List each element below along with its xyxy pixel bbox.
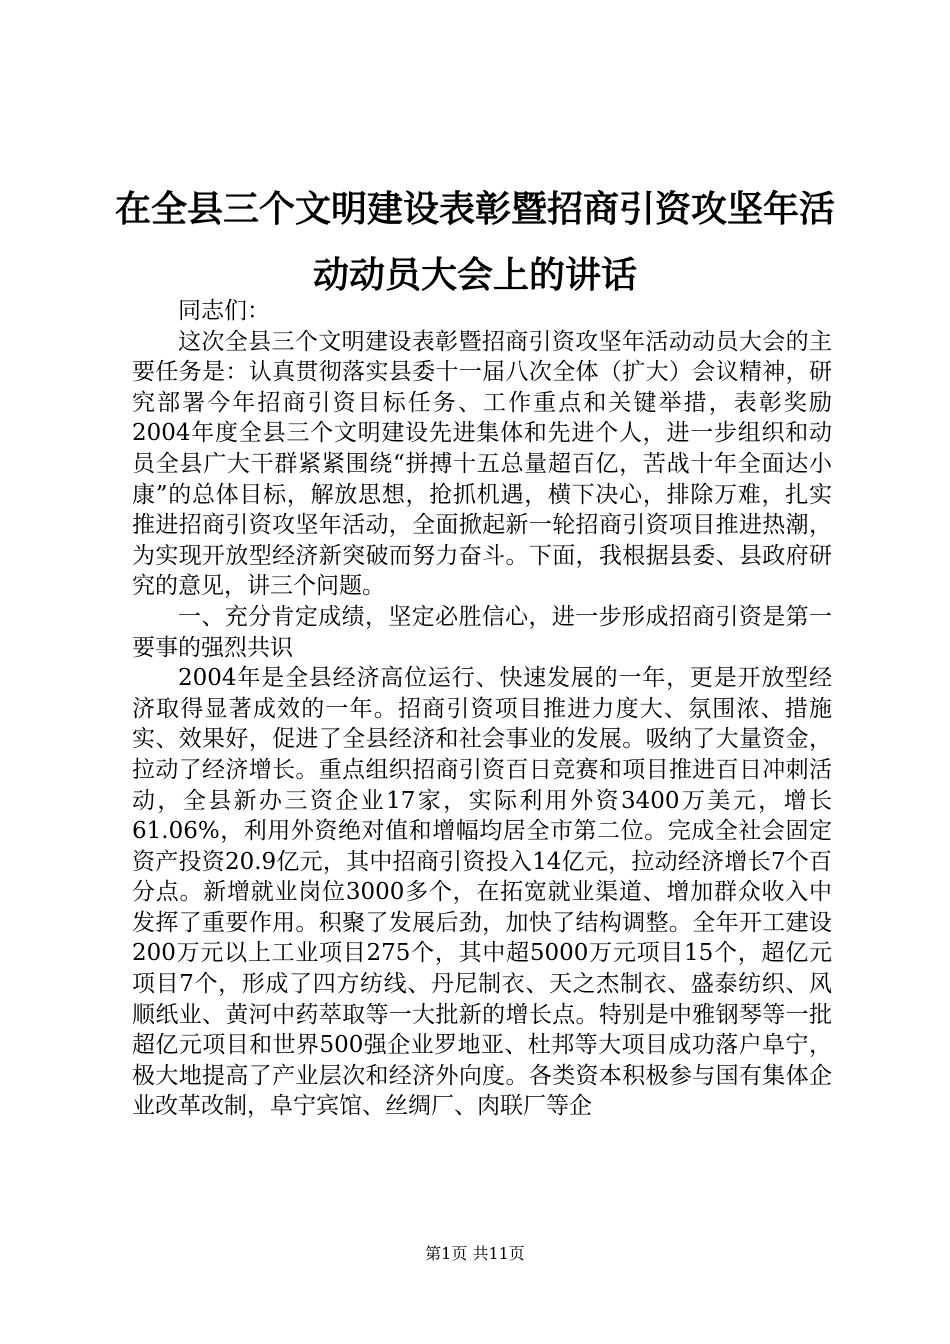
document-body — [132, 296, 832, 1122]
salutation: 同志们： — [178, 298, 270, 324]
paragraph-achievements: 2004年是全县经济高位运行、快速发展的一年，更是开放型经济取得显著成效的一年。招商引资项目推进力度大、氛围浓、措施实、效果好，促进了全县经济和社会事业的发展。吸纳了大量资金，拉动了经济增长。重点组织招商引资百日竞赛和项目推进百日冲刺活动，全县新办三资企业17家，实际利用外资3400万美元，增长61.06%，利用外资绝对值和增幅均居全市第二位。完成全社会固定资产投资20.9亿元，其中招商引资投入14亿元，拉动经济增长7个百分点。新增就业岗位3000多个，在拓宽就业渠道、增加群众收入中发挥了重要作用。积聚了发展后劲，加快了结构调整。全年开工建设200万元以上工业项目275个，其中超5000万元项目15个，超亿元项目7个，形成了四方纺线、丹尼制衣、天之杰制衣、盛泰纺织、风顺纸业、黄河中药萃取等一大批新的增长点。特别是中雅钢琴等一批超亿元项目和世界500强企业罗地亚、杜邦等大项目成功落户阜宁，极大地提高了产业层次和经济外向度。各类资本积极参与国有集体企业改革改制，阜宁宾馆、丝绸厂、肉联厂等企 — [132, 665, 832, 1120]
section-heading-1: 一、充分肯定成绩，坚定必胜信心，进一步形成招商引资是第一要事的强烈共识 — [132, 603, 832, 661]
document-title: 在全县三个文明建设表彰暨招商引资攻坚年活动动员大会上的讲话 — [114, 188, 835, 296]
paragraph-intro: 这次全县三个文明建设表彰暨招商引资攻坚年活动动员大会的主要任务是：认真贯彻落实县委十一届八次全体（扩大）会议精神，研究部署今年招商引资目标任务、工作重点和关键举措，表彰奖励2004年度全县三个文明建设先进集体和先进个人，进一步组织和动员全县广大干群紧紧围绕“拼搏十五总量超百亿，苦战十年全面达小康”的总体目标，解放思想，抢抓机遇，横下决心，排除万难，扎实推进招商引资攻坚年活动，全面掀起新一轮招商引资项目推进热潮，为实现开放型经济新突破而努力奋斗。下面，我根据县委、县政府研究的意见，讲三个问题。 — [132, 328, 832, 600]
page-footer: 第1页 共11页 — [425, 1244, 525, 1263]
